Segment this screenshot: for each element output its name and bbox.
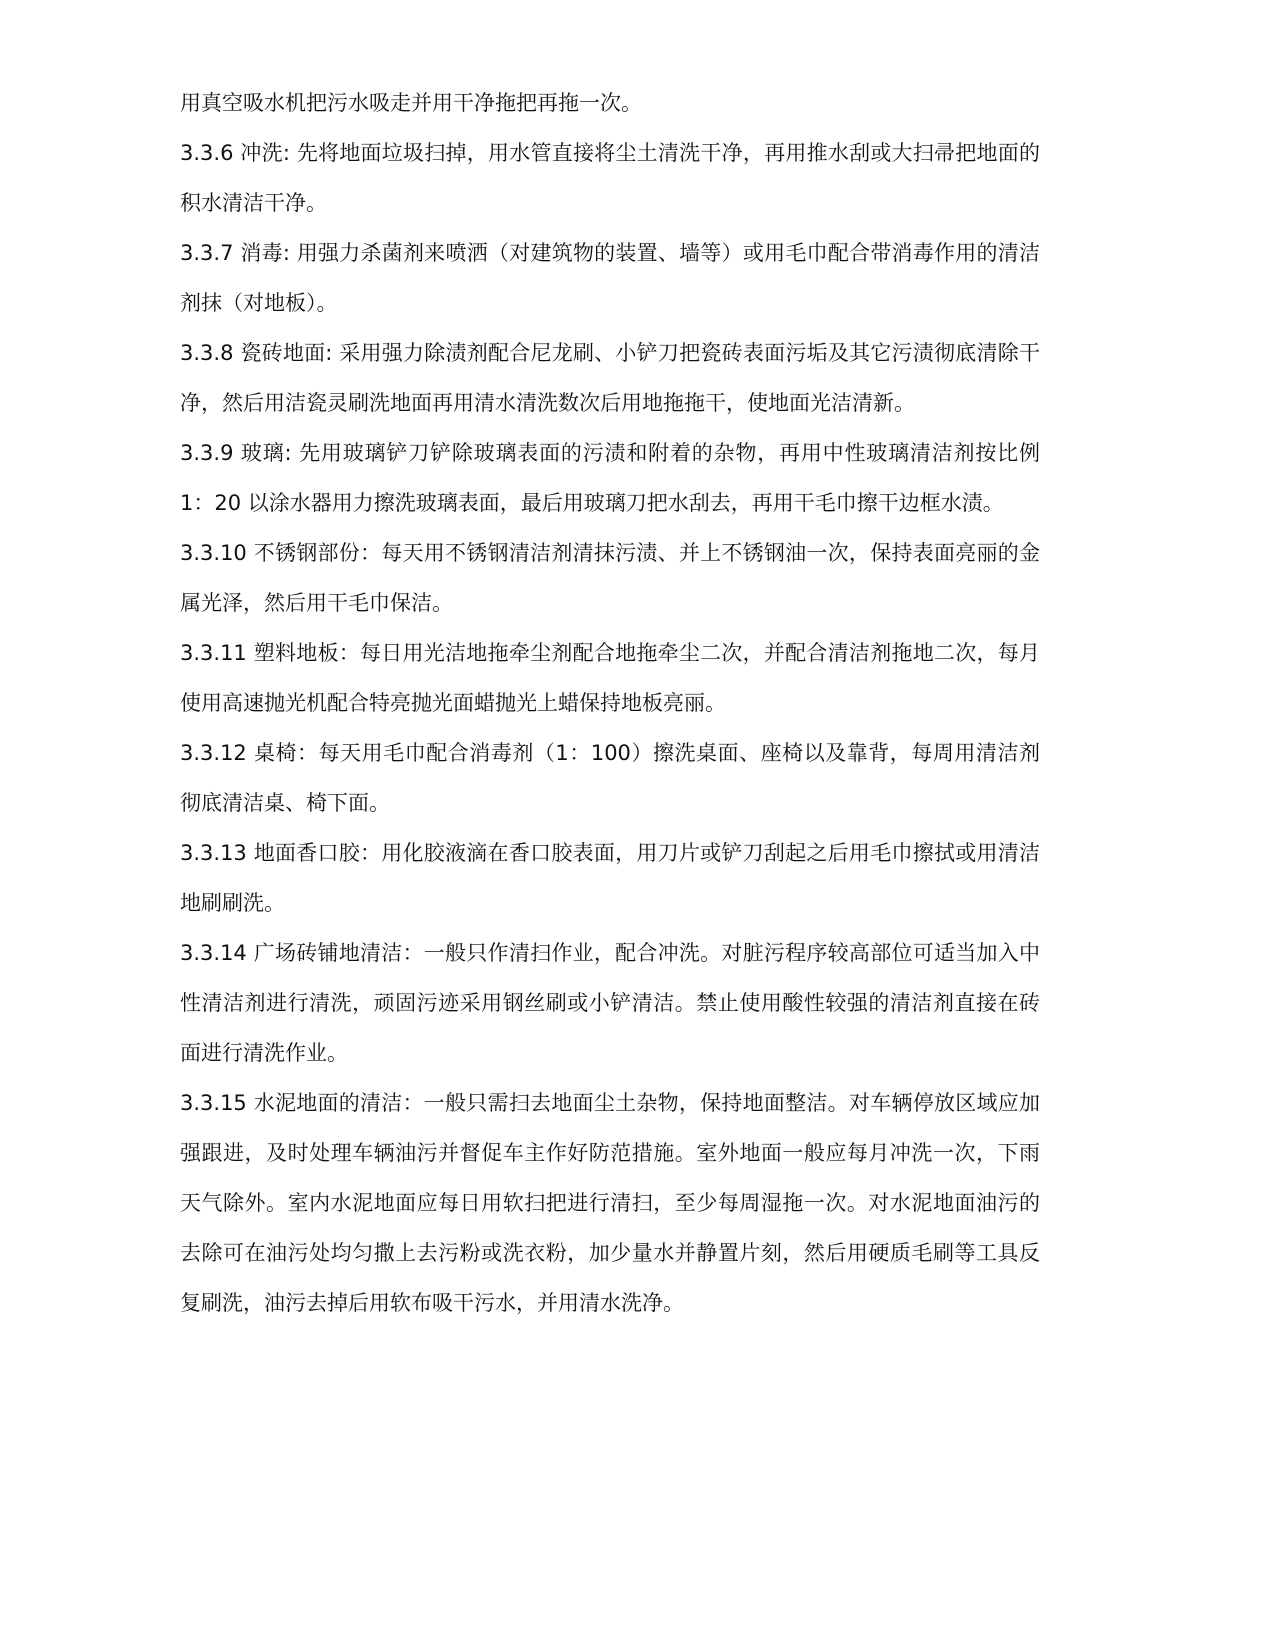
- paragraph-3-3-8-tile-floor: 3.3.8 瓷砖地面: 采用强力除渍剂配合尼龙刷、小铲刀把瓷砖表面污垢及其它污渍彻底清除干净，然后用洁瓷灵刷洗地面再用清水清洗数次后用地拖拖干，使地面光洁清新。: [180, 341, 1040, 415]
- paragraph-3-3-10-stainless-steel: 3.3.10 不锈钢部份：每天用不锈钢清洁剂清抹污渍、并上不锈钢油一次，保持表面亮丽的金属光泽，然后用干毛巾保洁。: [180, 541, 1040, 615]
- paragraph-3-3-7-disinfect: 3.3.7 消毒: 用强力杀菌剂来喷洒（对建筑物的装置、墙等）或用毛巾配合带消毒作用的清洁剂抹（对地板）。: [180, 241, 1040, 315]
- paragraph-vacuum-continuation: 用真空吸水机把污水吸走并用干净拖把再拖一次。: [180, 91, 642, 115]
- paragraph-3-3-9-glass: 3.3.9 玻璃: 先用玻璃铲刀铲除玻璃表面的污渍和附着的杂物，再用中性玻璃清洁剂按比例 1：20 以涂水器用力擦洗玻璃表面，最后用玻璃刀把水刮去，再用干毛巾擦干边框水渍。: [180, 441, 1040, 515]
- paragraph-3-3-14-plaza-brick: 3.3.14 广场砖铺地清洁：一般只作清扫作业，配合冲洗。对脏污程序较高部位可适当加入中性清洁剂进行清洗，顽固污迹采用钢丝刷或小铲清洁。禁止使用酸性较强的清洁剂直接在砖面进行清洗作业。: [180, 941, 1040, 1065]
- paragraph-3-3-15-cement-floor: 3.3.15 水泥地面的清洁：一般只需扫去地面尘土杂物，保持地面整洁。对车辆停放区域应加强跟进，及时处理车辆油污并督促车主作好防范措施。室外地面一般应每月冲洗一次，下雨天气除外。室内水泥地面应每日用软扫把进行清扫，至少每周湿拖一次。对水泥地面油污的去除可在油污处均匀撒上去污粉或洗衣粉，加少量水并静置片刻，然后用硬质毛刷等工具反复刷洗，油污去掉后用软布吸干污水，并用清水洗净。: [180, 1091, 1040, 1315]
- paragraph-3-3-12-tables-chairs: 3.3.12 桌椅：每天用毛巾配合消毒剂（1：100）擦洗桌面、座椅以及靠背，每周用清洁剂彻底清洁桌、椅下面。: [180, 741, 1040, 815]
- paragraph-3-3-11-plastic-floor: 3.3.11 塑料地板：每日用光洁地拖牵尘剂配合地拖牵尘二次，并配合清洁剂拖地二次，每月使用高速抛光机配合特亮抛光面蜡抛光上蜡保持地板亮丽。: [180, 641, 1040, 715]
- paragraph-3-3-13-chewing-gum: 3.3.13 地面香口胶：用化胶液滴在香口胶表面，用刀片或铲刀刮起之后用毛巾擦拭或用清洁地刷刷洗。: [180, 841, 1040, 915]
- paragraph-3-3-6-rinse: 3.3.6 冲洗: 先将地面垃圾扫掉，用水管直接将尘土清洗干净，再用推水刮或大扫帚把地面的积水清洁干净。: [180, 141, 1040, 215]
- document-page: [180, 78, 1040, 1328]
